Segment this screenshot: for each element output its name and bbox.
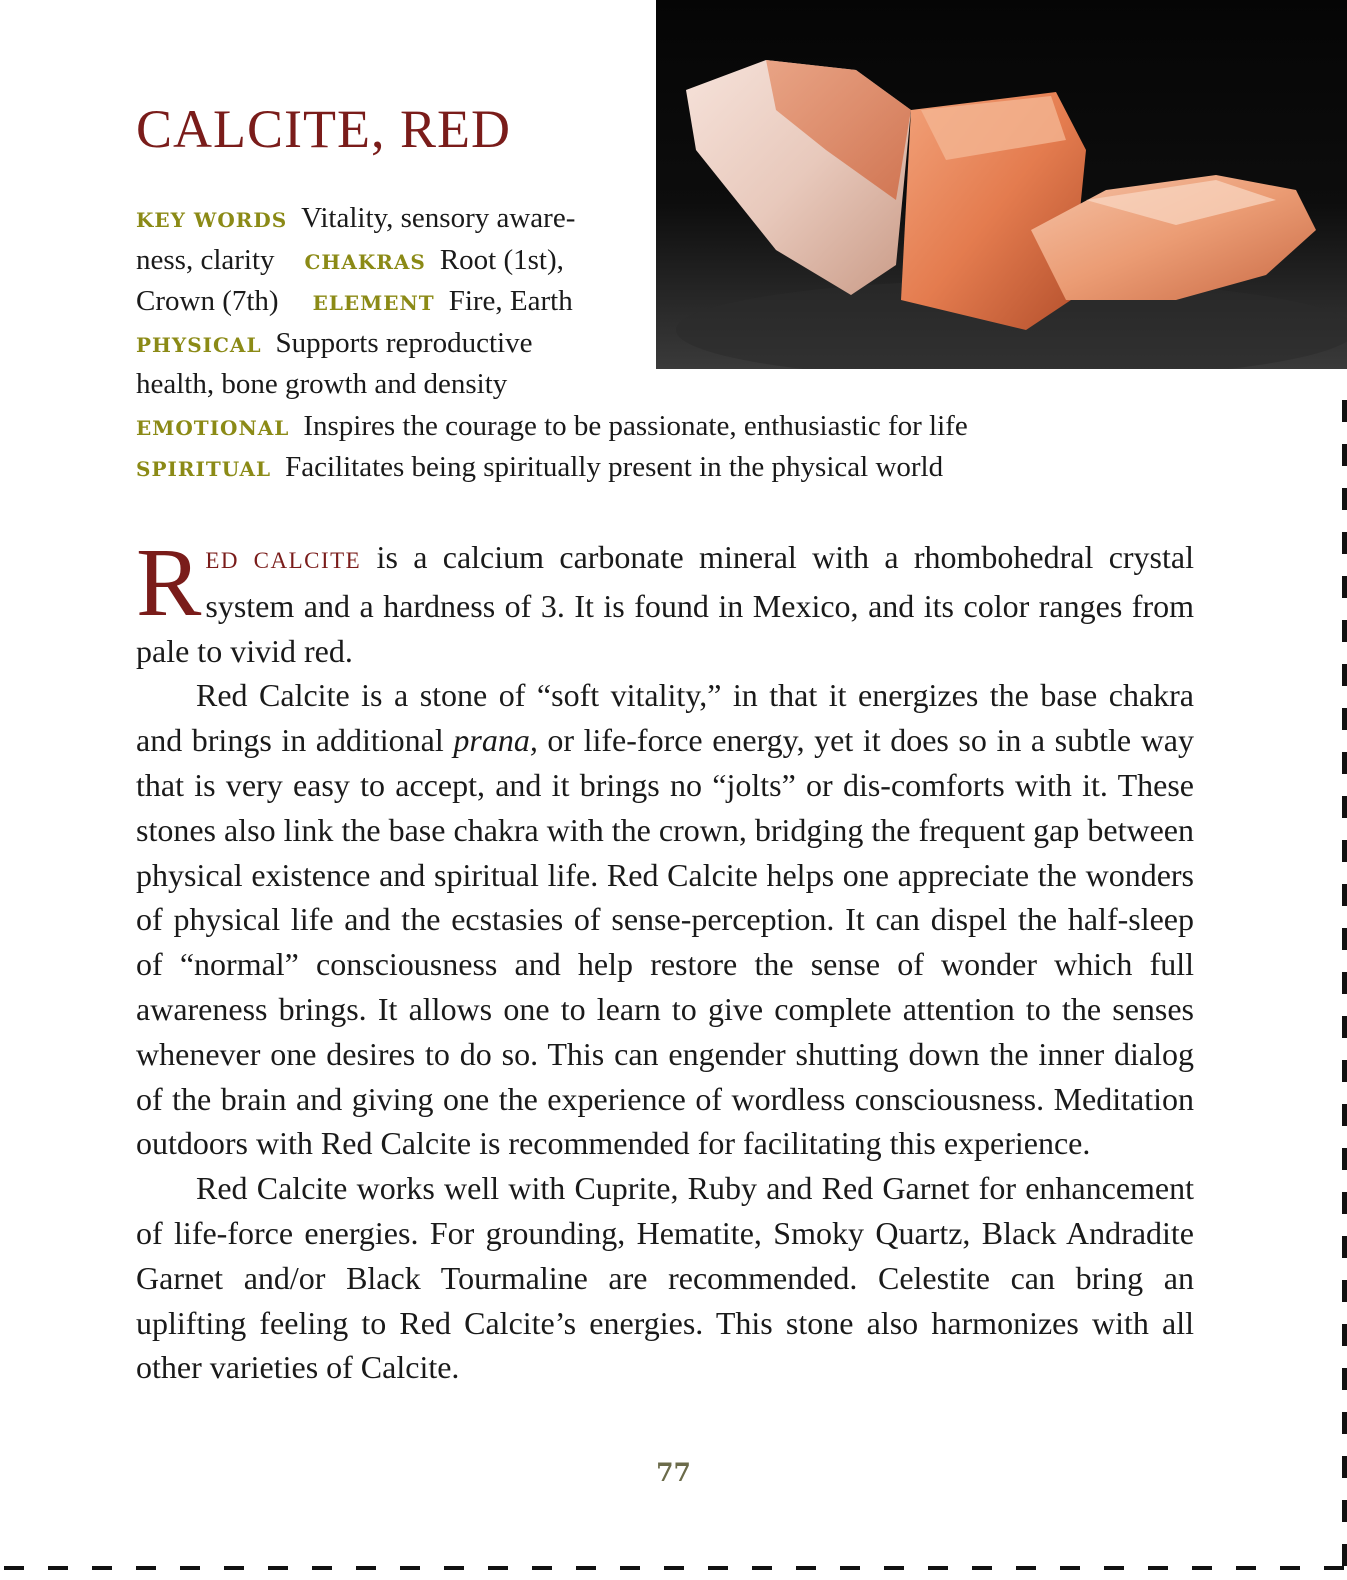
chakras-label: CHAKRAS [304, 249, 426, 274]
crop-mark [1342, 796, 1347, 818]
crop-mark [180, 1566, 200, 1570]
crop-mark [356, 1566, 376, 1570]
crop-mark [1342, 884, 1347, 906]
crop-mark [136, 1566, 156, 1570]
crop-mark [1342, 444, 1347, 466]
crop-mark [1342, 708, 1347, 730]
crop-mark [1060, 1566, 1080, 1570]
spiritual-text: Facilitates being spiritually present in the physical world [285, 451, 944, 483]
crop-mark [1342, 1324, 1347, 1346]
physical-text-continued: health, bone growth and density [136, 368, 508, 400]
paragraph-3-text: Red Calcite works well with Cuprite, Ruby and Red Garnet for enhancement of life-force energies. For grounding, Hematite, Smoky Quartz, Black Andradite Garnet and/or Black Tourmaline are recommended. Celestite can bring an uplifting feeling to Red Calcite’s energies. This stone also harmonizes with all other varieties of Calcite. [136, 1170, 1194, 1386]
crop-mark [752, 1566, 772, 1570]
crop-mark [1342, 972, 1347, 994]
key-words-label: KEY WORDS [136, 208, 288, 232]
physical-line-continued [136, 364, 1066, 406]
paragraph-3 [136, 1166, 1194, 1390]
crop-mark [4, 1566, 24, 1570]
crop-mark [1342, 840, 1347, 862]
physical-line [136, 323, 1066, 365]
crop-mark [1342, 1104, 1347, 1126]
crop-mark [1342, 1016, 1347, 1038]
crop-mark [796, 1566, 816, 1570]
crop-mark [1342, 1060, 1347, 1082]
crop-marks-bottom [0, 1564, 1347, 1572]
spiritual-label: SPIRITUAL [136, 457, 272, 481]
crop-mark [1342, 1456, 1347, 1478]
crop-mark [1104, 1566, 1124, 1570]
paragraph-2 [136, 673, 1194, 1166]
paragraph-1 [136, 529, 1194, 673]
chakras-continued: Crown (7th) [136, 285, 279, 317]
key-info-block [136, 198, 1066, 489]
element-text: Fire, Earth [448, 285, 573, 317]
crop-mark [1342, 1192, 1347, 1214]
crop-mark [1192, 1566, 1212, 1570]
crop-mark [1148, 1566, 1168, 1570]
crop-mark [1016, 1566, 1036, 1570]
crop-mark [884, 1566, 904, 1570]
crop-mark [444, 1566, 464, 1570]
crop-marks-right [1341, 400, 1347, 1580]
crop-mark [400, 1566, 420, 1570]
lead-in-smallcaps: ED CALCITE [205, 548, 362, 573]
physical-text: Supports reproductive [275, 326, 533, 359]
crop-mark [664, 1566, 684, 1570]
crop-mark [1342, 1412, 1347, 1434]
crop-mark [1342, 928, 1347, 950]
crop-mark [1236, 1566, 1256, 1570]
chakras-line [136, 240, 1066, 282]
key-words-line [136, 198, 1066, 240]
body-text [136, 529, 1195, 1390]
paragraph-2-after: or life-force energy, yet it does so in a subtle way that is very easy to accept, and it brings no “jolts” or dis-comforts with it. These stones also link the base chakra with the crown, bridging the frequent gap between physical existence and spiritual life. Red Calcite helps one appreciate the wonders of physical life and the ecstasies of sense-perception. It can dispel the half-sleep of “normal” consciousness and help restore the sense of wonder which full awareness brings. It allows one to learn to give complete attention to the senses whenever one desires to do so. This can engender shutting down the inner dialog of the brain and giving one the experience of wordless consciousness. Meditation outdoors with Red Calcite is recommended for facilitating this experience. [136, 722, 1195, 1162]
key-words-text: Vitality, sensory aware- [301, 202, 576, 234]
crop-mark [1342, 752, 1347, 774]
crop-mark [576, 1566, 596, 1570]
crop-mark [708, 1566, 728, 1570]
drop-cap: R [136, 529, 202, 637]
physical-label: PHYSICAL [136, 332, 262, 357]
emotional-line [136, 406, 1066, 448]
crop-mark [1342, 1236, 1347, 1258]
crop-mark [1342, 532, 1347, 554]
page-title: CALCITE, RED [136, 99, 511, 159]
spiritual-line [136, 447, 1066, 489]
crop-mark [840, 1566, 860, 1570]
crop-mark [1342, 488, 1347, 510]
paragraph-2-before: Red Calcite is a stone of “soft vitality,” in that it energizes the base chakra and brings in additional [136, 677, 1194, 759]
crop-mark [1342, 1148, 1347, 1170]
element-label: ELEMENT [312, 291, 435, 315]
emotional-text: Inspires the courage to be passionate, enthusiastic for life [303, 409, 968, 442]
key-words-continued: ness, clarity [136, 243, 275, 276]
paragraph-1-text: is a calcium carbonate mineral with a rhombohedral crystal system and a hardness of 3. It is found in Mexico, and its color ranges from pale to vivid red. [136, 539, 1194, 669]
crop-mark [1342, 664, 1347, 686]
crop-mark [620, 1566, 640, 1570]
emotional-label: EMOTIONAL [136, 415, 290, 440]
crop-mark [1342, 1280, 1347, 1302]
crop-mark [1342, 620, 1347, 642]
crop-mark [1324, 1566, 1344, 1570]
chakras-text: Root (1st), [439, 243, 564, 276]
crop-mark [92, 1566, 112, 1570]
crop-mark [312, 1566, 332, 1570]
crop-mark [224, 1566, 244, 1570]
crop-mark [1280, 1566, 1300, 1570]
crop-mark [928, 1566, 948, 1570]
element-line [136, 281, 1066, 323]
crop-mark [972, 1566, 992, 1570]
crop-mark [1342, 1500, 1347, 1522]
page-number: 77 [656, 1458, 691, 1487]
paragraph-2-italic: prana, [453, 722, 538, 759]
crop-mark [488, 1566, 508, 1570]
crop-mark [268, 1566, 288, 1570]
crop-mark [1342, 1544, 1347, 1566]
crop-mark [532, 1566, 552, 1570]
crop-mark [48, 1566, 68, 1570]
crop-mark [1342, 1368, 1347, 1390]
crop-mark [1342, 400, 1347, 422]
crop-mark [1342, 576, 1347, 598]
